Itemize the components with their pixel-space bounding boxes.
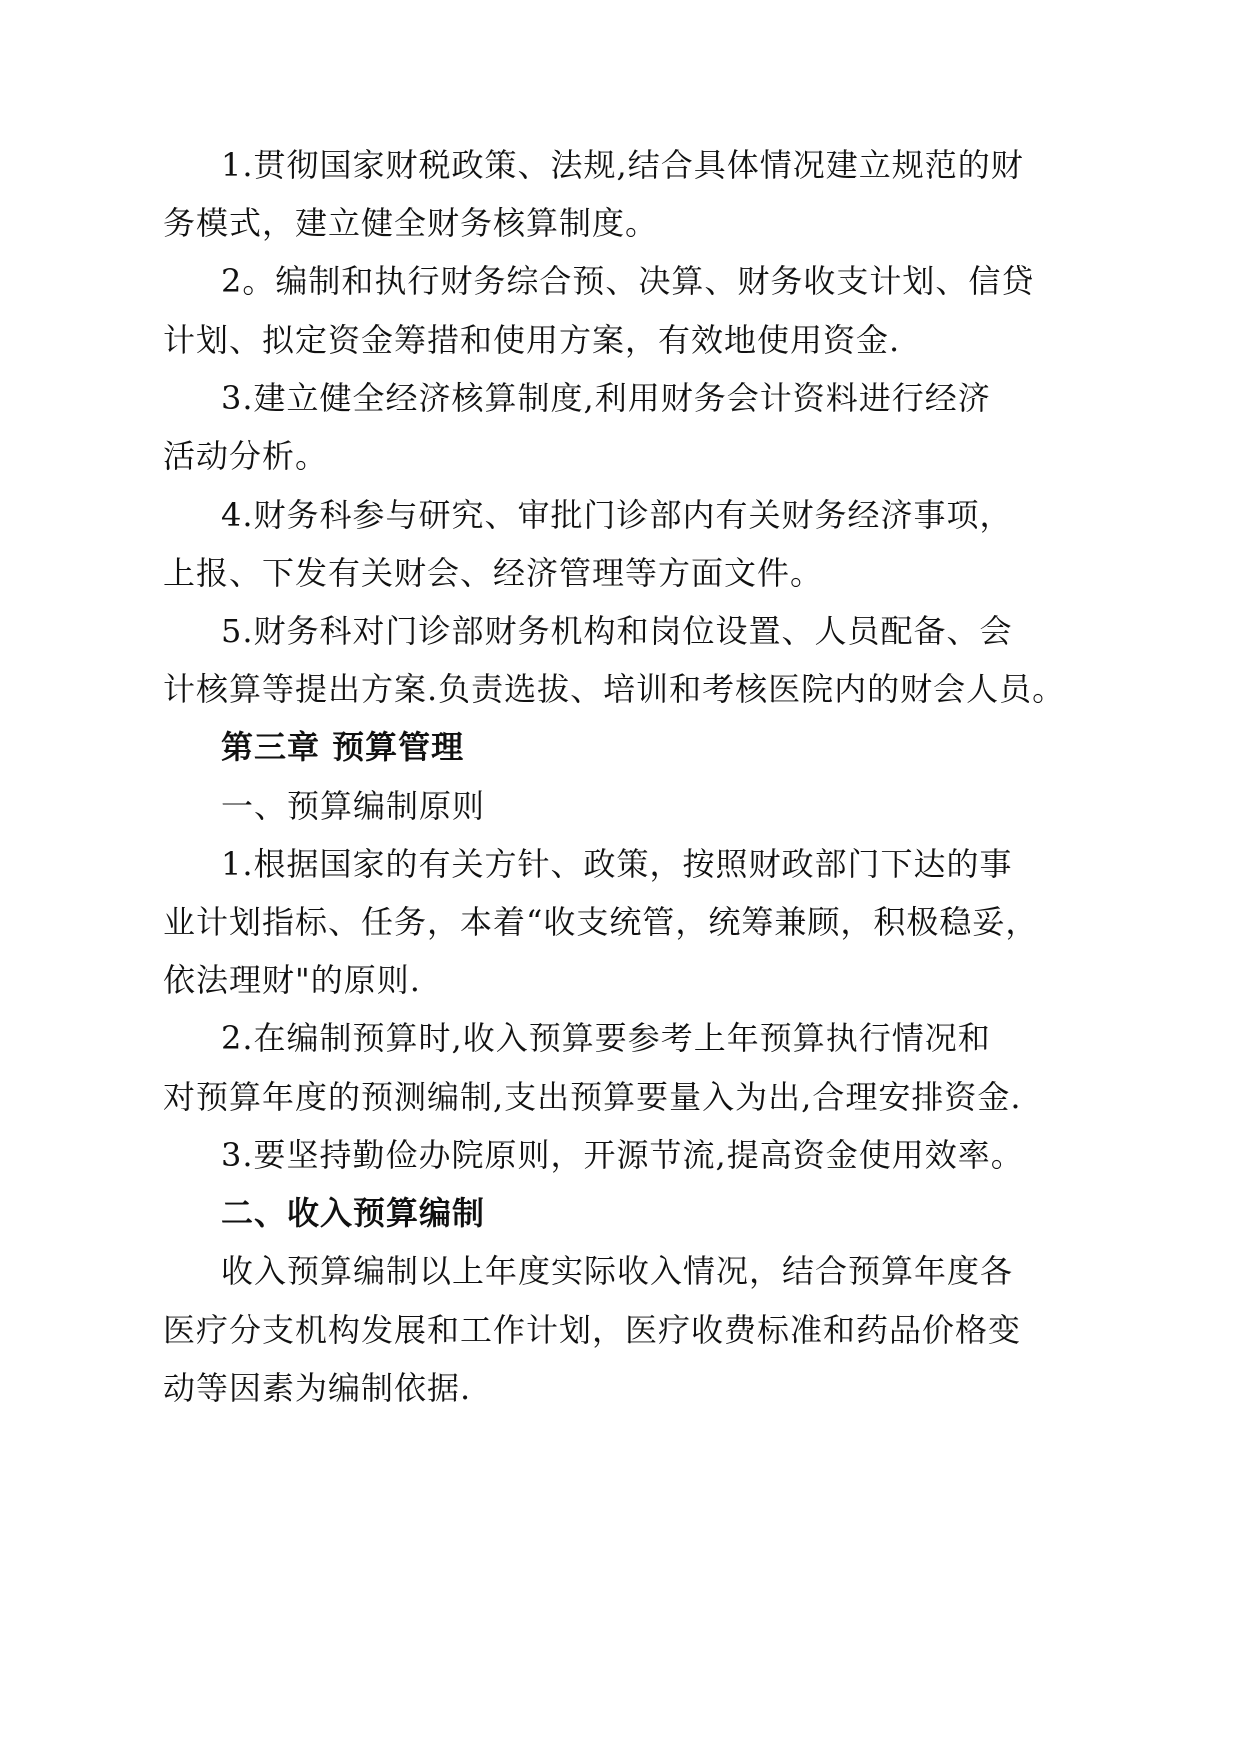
item-1-line-2: 务模式，建立健全财务核算制度。 [163, 204, 659, 242]
item-5-line-2: 计核算等提出方案.负责选拔、培训和考核医院内的财会人员。 [163, 670, 1066, 708]
income-line-2: 医疗分支机构发展和工作计划，医疗收费标准和药品价格变 [163, 1311, 1022, 1349]
income-line-3: 动等因素为编制依据. [163, 1369, 472, 1407]
section-2-title: 二、收入预算编制 [221, 1194, 486, 1232]
item-1-line-1: 1.贯彻国家财税政策、法规,结合具体情况建立规范的财 [221, 146, 1024, 184]
item-5-line-1: 5.财务科对门诊部财务机构和岗位设置、人员配备、会 [221, 612, 1013, 650]
item-2-line-2: 计划、拟定资金筹措和使用方案，有效地使用资金. [163, 321, 901, 359]
principle-1-line-1: 1.根据国家的有关方针、政策，按照财政部门下达的事 [221, 845, 1013, 883]
item-4-line-1: 4.财务科参与研究、审批门诊部内有关财务经济事项， [221, 496, 1013, 534]
principle-1-line-2: 业计划指标、任务，本着“收支统管，统筹兼顾，积极稳妥， [163, 903, 1039, 941]
item-4-line-2: 上报、下发有关财会、经济管理等方面文件。 [163, 554, 824, 592]
income-line-1: 收入预算编制以上年度实际收入情况，结合预算年度各 [221, 1252, 1014, 1290]
section-1-title: 一、预算编制原则 [221, 787, 486, 825]
principle-1-line-3: 依法理财"的原则. [163, 961, 421, 999]
chapter-title: 第三章 预算管理 [221, 728, 465, 766]
principle-2-line-2: 对预算年度的预测编制,支出预算要量入为出,合理安排资金. [163, 1078, 1022, 1116]
item-3-line-2: 活动分析。 [163, 437, 329, 475]
item-3-line-1: 3.建立健全经济核算制度,利用财务会计资料进行经济 [221, 379, 991, 417]
principle-3-line-1: 3.要坚持勤俭办院原则，开源节流,提高资金使用效率。 [221, 1136, 1024, 1174]
principle-2-line-1: 2.在编制预算时,收入预算要参考上年预算执行情况和 [221, 1019, 991, 1057]
item-2-line-1: 2。编制和执行财务综合预、决算、财务收支计划、信贷 [221, 262, 1035, 300]
